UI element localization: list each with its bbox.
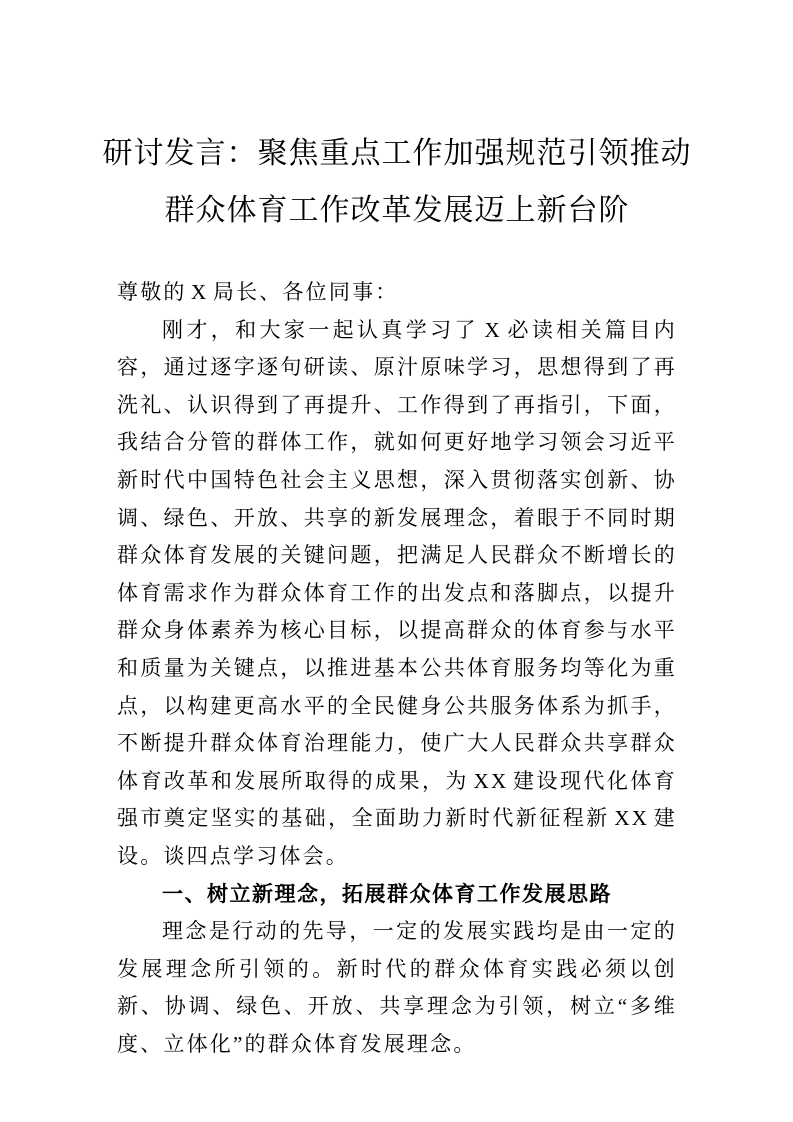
document-content: [102, 0, 692, 1063]
salutation-line: 尊敬的 X 局长、各位同事：: [117, 280, 399, 304]
document-title-line-2: 群众体育工作改革发展迈上新台阶: [164, 194, 630, 227]
paragraph-opening: 刚才，和大家一起认真学习了 X 必读相关篇目内容，通过逐字逐句研读、原汁原味学习，思想得到了再洗礼、认识得到了再提升、工作得到了再指引，下面，我结合分管的群体工作，就如何更好地学习领会习近平新时代中国特色社会主义思想，深入贯彻落实创新、协调、绿色、开放、共享的新发展理念，着眼于不同时期群众体育发展的关键问题，把满足人民群众不断增长的体育需求作为群众体育工作的出发点和落脚点，以提升群众身体素养为核心目标，以提高群众的体育参与水平和质量为关键点，以推进基本公共体育服务均等化为重点，以构建更高水平的全民健身公共服务体系为抓手，不断提升群众体育治理能力，使广大人民群众共享群众体育改革和发展所取得的成果，为 XX 建设现代化体育强市奠定坚实的基础，全面助力新时代新征程新 XX 建设。谈四点学习体会。: [117, 317, 677, 868]
section-heading-1: 一、树立新理念，拓展群众体育工作发展思路: [162, 882, 612, 906]
document-body: [117, 274, 677, 1063]
paragraph-section-1: 理念是行动的先导，一定的发展实践均是由一定的发展理念所引领的。新时代的群众体育实践必须以创新、协调、绿色、开放、共享理念为引领，树立“多维度、立体化”的群众体育发展理念。: [117, 919, 677, 1056]
document-title: [95, 125, 699, 239]
document-title-line-1: 研讨发言：聚焦重点工作加强规范引领推动: [102, 137, 692, 170]
